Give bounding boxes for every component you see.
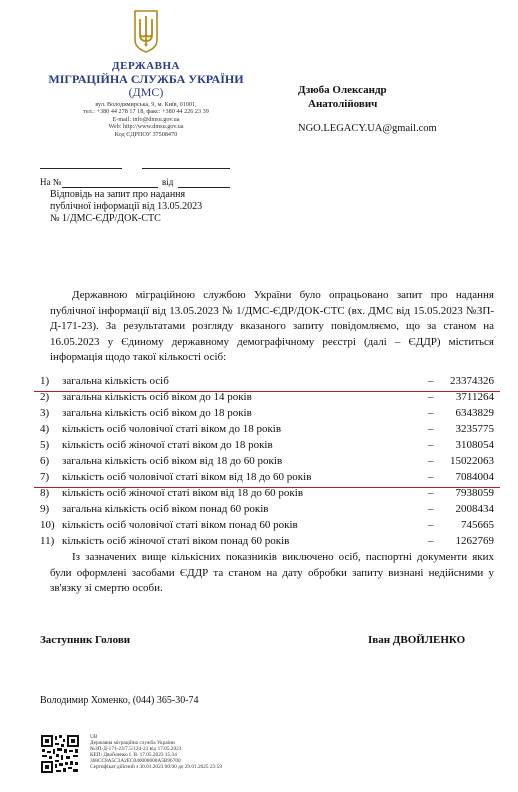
reg-incoming-date-line: [178, 187, 230, 188]
stamp-line: №ЗП-Д-171-23/7.5/124-23 від 17.05.2023: [90, 746, 182, 753]
agency-contacts: [30, 101, 262, 138]
contact-address: вул. Володимирська, 9, м. Київ, 01001,: [95, 101, 197, 108]
reg-incoming-number-line: [62, 187, 158, 188]
item-value: 7938059: [455, 487, 494, 499]
list-item: [40, 487, 494, 503]
list-item: [40, 471, 494, 487]
agency-name-line1: ДЕРЖАВНА: [112, 60, 180, 72]
item-value: 2008434: [455, 503, 494, 515]
item-number: 7): [40, 471, 50, 483]
item-dash: –: [428, 535, 434, 547]
contact-edrpou: Код ЄДРПОУ 37508470: [114, 130, 178, 138]
item-number: 11): [40, 535, 55, 547]
list-item: [40, 519, 494, 535]
item-text: загальна кількість осіб віком до 14 років: [62, 391, 252, 403]
subject-line: публічної інформації від 13.05.2023: [50, 201, 203, 212]
item-text: загальна кількість осіб: [62, 375, 169, 387]
item-number: 9): [40, 503, 50, 515]
closing-paragraph: Із зазначених вище кількісних показників виключено осіб, паспортні документи яких були оформлені засобами ЄДДР та станом на дату обробки запиту визнані недійсними у зв'язку зі смертю особи.: [50, 551, 494, 594]
stamp-line: Сертифікат дійсний з 30.01.2023 00:00 до 29.01.2025 23:59: [90, 764, 222, 771]
intro-paragraph: Державною міграційною службою України було опрацьовано запит про надання публічної інформації від 13.05.2023 № 1/ДМС-ЄДР/ДОК-СТС (вх. ДМС від 15.05.2023 №ЗП-Д-171-23). За результатами розгляду вказаного запиту повідомляємо, що за станом на 16.05.2023 у Єдиному державному демографічному реєстрі (далі – ЄДДР) міститься інформація щодо такої кількості осіб:: [50, 289, 494, 363]
item-value: 6343829: [455, 407, 494, 419]
electronic-signature-stamp: [90, 734, 222, 771]
item-text: кількість осіб чоловічої статі віком від 18 до 60 років: [62, 471, 312, 483]
stamp-line: UB: [90, 734, 98, 740]
item-dash: –: [428, 519, 434, 531]
item-value: 15022063: [450, 455, 494, 467]
item-dash: –: [428, 439, 434, 451]
contact-web: Web: http://www.dmsu.gov.ua: [108, 123, 184, 131]
item-text: кількість осіб чоловічої статі віком понад 60 років: [62, 519, 298, 531]
item-value: 3711264: [455, 391, 494, 403]
item-text: кількість осіб жіночої статі віком від 18 до 60 років: [62, 487, 304, 499]
item-number: 1): [40, 375, 50, 387]
item-number: 6): [40, 455, 50, 467]
reg-date-line: [40, 168, 122, 169]
item-text: загальна кількість осіб віком від 18 до 60 років: [62, 455, 283, 467]
executor-contact: Володимир Хоменко, (044) 365-30-74: [40, 695, 199, 706]
qr-code-icon: [40, 734, 80, 774]
stamp-line: 368CC8A5C3A2EC040000000A5B96700: [90, 758, 181, 765]
list-item: [40, 455, 494, 471]
reg-date-label: від: [162, 177, 174, 187]
letter-subject: [50, 189, 230, 225]
agency-name-line2: МІГРАЦІЙНА СЛУЖБА УКРАЇНИ: [48, 72, 244, 86]
item-text: кількість осіб чоловічої статі віком до 18 років: [62, 423, 282, 435]
list-item: [40, 503, 494, 519]
item-dash: –: [428, 503, 434, 515]
item-number: 5): [40, 439, 50, 451]
item-value: 1262769: [455, 535, 494, 547]
item-dash: –: [428, 375, 434, 387]
coat-of-arms-icon: [131, 8, 161, 54]
recipient-name-line2: Анатолійович: [308, 98, 378, 110]
item-value: 3235775: [455, 423, 494, 435]
contact-email: E-mail: info@dmsu.gov.ua: [112, 115, 180, 123]
item-number: 3): [40, 407, 50, 419]
item-text: загальна кількість осіб віком понад 60 років: [62, 503, 269, 515]
item-value: 7084004: [455, 471, 494, 483]
list-item: [40, 407, 494, 423]
item-number: 10): [40, 519, 55, 531]
list-item: [40, 535, 494, 551]
recipient-name-line1: Дзюба Олександр: [298, 84, 387, 96]
signatory-name: Іван ДВОЙЛЕНКО: [368, 634, 466, 646]
recipient-email: NGO.LEGACY.UA@gmail.com: [298, 123, 437, 134]
item-dash: –: [428, 391, 434, 403]
highlight-underline: [34, 391, 500, 392]
item-value: 23374326: [450, 375, 494, 387]
item-dash: –: [428, 487, 434, 499]
item-text: кількість осіб жіночої статі віком до 18 років: [62, 439, 273, 451]
subject-line: № 1/ДМС-ЄДР/ДОК-СТС: [50, 213, 161, 224]
list-item: [40, 391, 494, 407]
item-value: 3108054: [455, 439, 494, 451]
highlight-underline: [34, 487, 500, 488]
list-item: [40, 439, 494, 455]
list-item: [40, 423, 494, 439]
item-dash: –: [428, 455, 434, 467]
item-dash: –: [428, 423, 434, 435]
list-item: [40, 375, 494, 391]
contact-phone: тел.: +380 44 278 17 18, факс: +380 44 226 23 39: [83, 108, 209, 116]
signatory-position: Заступник Голови: [40, 634, 131, 646]
reg-number-label: На №: [40, 177, 62, 187]
agency-abbreviation: (ДМС): [128, 85, 164, 99]
item-dash: –: [428, 471, 434, 483]
item-dash: –: [428, 407, 434, 419]
subject-line: Відповідь на запит про надання: [50, 189, 186, 200]
item-number: 4): [40, 423, 50, 435]
item-number: 2): [40, 391, 50, 403]
item-number: 8): [40, 487, 50, 499]
reg-number-line: [142, 168, 230, 169]
stamp-line: КЕП: Двойленко І. В. 17.05.2023 15:34: [90, 752, 177, 759]
item-value: 745665: [461, 519, 494, 531]
item-text: загальна кількість осіб віком до 18 років: [62, 407, 252, 419]
stamp-line: Державна міграційна служба України: [90, 740, 175, 747]
item-text: кількість осіб жіночої статі віком понад 60 років: [62, 535, 290, 547]
